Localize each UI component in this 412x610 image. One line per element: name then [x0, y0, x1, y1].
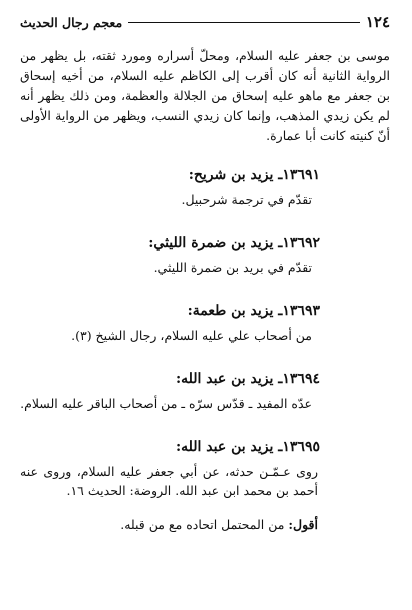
- entry: [20, 164, 390, 209]
- entry-body: من أصحاب علي عليه السلام، رجال الشيخ (٣).: [71, 328, 312, 343]
- entry-body: روى عـمّـن حدثه، عن أبي جعفر عليه السلام، وروى عنه أحمد بن محمد ابن عبد الله. الروضة: الحديث ١٦.: [20, 464, 318, 498]
- entry-body: عدّه المفيد ـ قدّس سرّه ـ من أصحاب الباقر عليه السلام.: [20, 396, 312, 411]
- author-note-label: أقول:: [288, 517, 318, 532]
- author-note-text: من المحتمل اتحاده مع من قبله.: [120, 517, 289, 532]
- author-note: [20, 515, 390, 534]
- entry: [20, 436, 390, 500]
- header-rule: [128, 22, 360, 23]
- entry-body: تقدّم في بريد بن ضمرة الليثي.: [153, 260, 312, 275]
- intro-paragraph: موسى بن جعفر عليه السلام، ومحلّ أسراره ومورد ثقته، بل يظهر من الرواية الثانية أنه كان أقرب إلى الكاظم عليه السلام، من أخيه إسحاق بن جعفر مع ماهو عليه إسحاق من الجلالة والعظمة، ومن ذلك يظهر أنه لم يكن زيدي المذهب، وإنما كان زيدي النسب، ويظهر من الرواية الأولى أنّ كنيته كانت أبا عمارة.: [20, 48, 390, 143]
- book-page: [20, 10, 390, 610]
- entries-list: [20, 164, 390, 500]
- entry-heading: ١٣٦٩٣ـ يزيد بن طعمة:: [187, 303, 320, 319]
- entry-body: تقدّم في ترجمة شرحبيل.: [181, 192, 312, 207]
- page-number: ١٢٤: [365, 13, 390, 31]
- entry-heading: ١٣٦٩٢ـ يزيد بن ضمرة الليثي:: [148, 235, 320, 251]
- entry-heading: ١٣٦٩١ـ يزيد بن شريح:: [188, 167, 320, 183]
- entry: [20, 300, 390, 345]
- entry: [20, 232, 390, 277]
- entry-heading: ١٣٦٩٤ـ يزيد بن عبد الله:: [175, 371, 320, 387]
- book-title: معجم رجال الحديث: [20, 14, 123, 30]
- entry-heading: ١٣٦٩٥ـ يزيد بن عبد الله:: [175, 439, 320, 455]
- running-head: [20, 10, 390, 34]
- entry: [20, 368, 390, 413]
